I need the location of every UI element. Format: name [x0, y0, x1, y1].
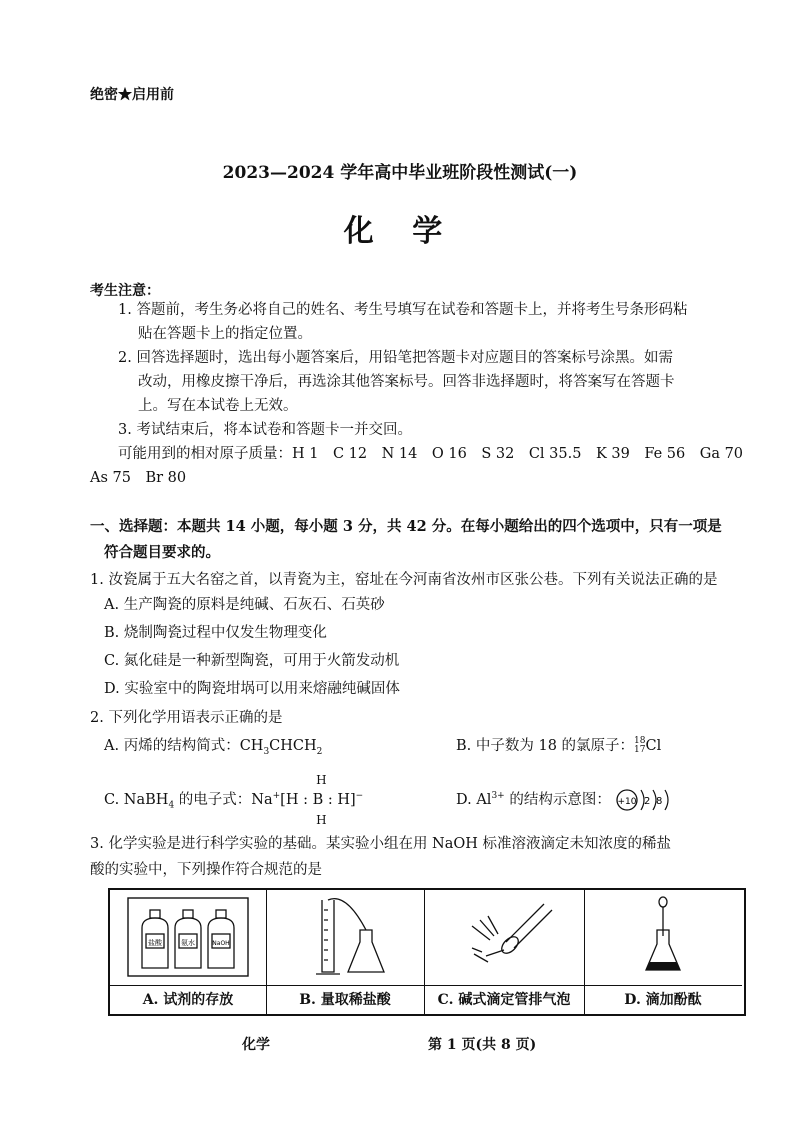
dropper-flask-illustration: [584, 890, 742, 986]
shell-2-electrons: 8: [656, 795, 663, 807]
q3-option-d-caption: D. 滴加酚酞: [584, 985, 742, 1014]
bottle-label-1: 盐酸: [148, 939, 162, 947]
q3-stem-line1: 3. 化学实验是进行科学实验的基础。某实验小组在用 NaOH 标准溶液滴定未知浓度的稀盐: [90, 836, 672, 852]
shell-1-electrons: 2: [644, 795, 651, 807]
section-1-heading: [90, 514, 740, 566]
graduated-cylinder-illustration: [266, 890, 424, 986]
q2-option-a: A. 丙烯的结构简式：$CH_3CHCH_2$: [104, 738, 323, 757]
notice-list: [118, 298, 728, 442]
exam-title: 2023—2024 学年高中毕业班阶段性测试(一): [222, 163, 578, 183]
notice-item-3: [118, 418, 728, 442]
q1-option-d: D. 实验室中的陶瓷坩埚可以用来熔融纯碱固体: [104, 681, 400, 697]
atomic-mass-line1: 可能用到的相对原子质量：H 1 C 12 N 14 O 16 S 32 Cl 35.5 K 39 Fe 56 Ga 70: [118, 446, 744, 462]
nucleus-charge: +10: [617, 796, 637, 807]
q3-stem-line2: 酸的实验中，下列操作符合规范的是: [90, 862, 322, 878]
q3-option-d-cell: [584, 890, 742, 1014]
section-1-heading-line1: 一、选择题：本题共 14 小题，每小题 3 分，共 42 分。在每小题给出的四个选项中，只有一项是: [90, 518, 722, 535]
footer-page-number: 第 1 页(共 8 页): [428, 1037, 537, 1053]
q1-stem: 1. 汝瓷属于五大名窑之首，以青瓷为主，窑址在今河南省汝州市区张公巷。下列有关说法正确的是: [90, 572, 718, 588]
q3-option-a-caption: A. 试剂的存放: [110, 985, 266, 1014]
q2-option-c: C. NaBH$_4$ 的电子式：Na+ H [H : B : H] H −: [104, 772, 364, 827]
q2-option-b: B. 中子数为 18 的氯原子：18 17Cl: [456, 736, 662, 755]
notice-item-1-line1: 1. 答题前，考生务必将自己的姓名、考生号填写在试卷和答题卡上，并将考生号条形码粘: [118, 302, 688, 318]
q3-options-table: [108, 888, 746, 1016]
notice-item-3-line1: 3. 考试结束后，将本试卷和答题卡一并交回。: [118, 422, 412, 438]
q2-stem: 2. 下列化学用语表示正确的是: [90, 710, 283, 726]
burette-bubble-illustration: [424, 890, 584, 986]
q1-option-c: C. 氮化硅是一种新型陶瓷，可用于火箭发动机: [104, 653, 400, 669]
bottle-label-3: NaOH: [212, 940, 230, 947]
nabh4-electron-formula: H [H : B : H] H: [280, 772, 356, 827]
notice-heading: 考生注意：: [90, 283, 160, 299]
q3-option-a-cell: [110, 890, 267, 1014]
subject-title: 化 学: [343, 214, 457, 249]
notice-item-2-line2: 改动，用橡皮擦干净后，再选涂其他答案标号。回答非选择题时，将答案写在答题卡: [138, 374, 675, 390]
q3-option-b-cell: [266, 890, 425, 1014]
notice-item-2-line3: 上。写在本试卷上无效。: [138, 398, 298, 414]
notice-item-2-line1: 2. 回答选择题时，选出每小题答案后，用铅笔把答题卡对应题目的答案标号涂黑。如需: [118, 350, 673, 366]
footer-subject: 化学: [242, 1037, 270, 1053]
q1-option-a: A. 生产陶瓷的原料是纯碱、石灰石、石英砂: [104, 597, 385, 613]
bottle-label-2: 氨水: [181, 939, 195, 947]
notice-item-1-line2: 贴在答题卡上的指定位置。: [138, 326, 312, 342]
q3-option-c-cell: [424, 890, 585, 1014]
section-1-heading-line2: 符合题目要求的。: [104, 544, 220, 561]
atomic-mass-line2: As 75 Br 80: [90, 470, 187, 486]
q2-option-d: D. $Al^{3+}$ 的结构示意图： +10 2 8: [456, 784, 673, 813]
al-ion-structure-diagram: [615, 787, 673, 813]
q3-option-b-caption: B. 量取稀盐酸: [266, 985, 424, 1014]
confidential-label: 绝密★启用前: [90, 87, 174, 103]
q3-option-c-caption: C. 碱式滴定管排气泡: [424, 985, 584, 1014]
q1-option-b: B. 烧制陶瓷过程中仅发生物理变化: [104, 625, 327, 641]
notice-item-1: [118, 298, 728, 346]
reagent-bottles-illustration: [110, 890, 266, 986]
notice-item-2: [118, 346, 728, 418]
